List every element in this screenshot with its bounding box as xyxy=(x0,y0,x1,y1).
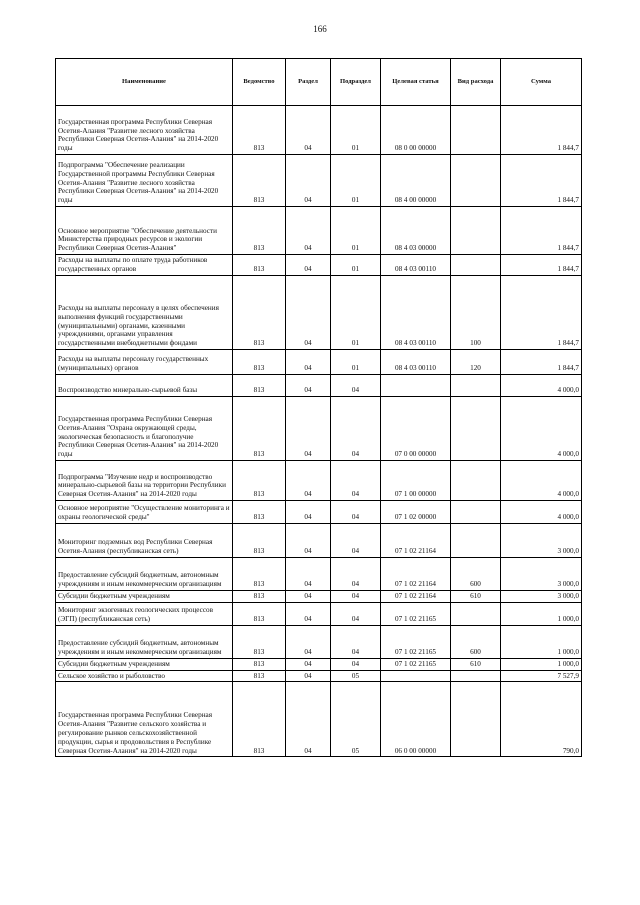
row-exp-type xyxy=(451,682,501,757)
row-exp-type: 610 xyxy=(451,658,501,670)
row-section: 04 xyxy=(286,524,331,558)
row-amount: 3 000,0 xyxy=(501,591,582,603)
row-dept: 813 xyxy=(233,501,286,524)
row-exp-type xyxy=(451,207,501,255)
row-target: 07 1 02 21164 xyxy=(381,591,451,603)
row-dept: 813 xyxy=(233,602,286,625)
row-dept: 813 xyxy=(233,658,286,670)
row-target: 08 4 03 00000 xyxy=(381,207,451,255)
table-row xyxy=(56,106,582,155)
row-section: 04 xyxy=(286,602,331,625)
row-subsection: 01 xyxy=(331,276,381,350)
row-section: 04 xyxy=(286,501,331,524)
row-subsection: 04 xyxy=(331,461,381,501)
table-row xyxy=(56,350,582,375)
row-section: 04 xyxy=(286,397,331,461)
row-target: 07 1 02 21164 xyxy=(381,558,451,591)
row-exp-type xyxy=(451,255,501,276)
row-section: 04 xyxy=(286,670,331,682)
row-amount: 4 000,0 xyxy=(501,397,582,461)
row-dept: 813 xyxy=(233,670,286,682)
row-amount: 1 844,7 xyxy=(501,106,582,155)
table-row xyxy=(56,602,582,625)
table-row xyxy=(56,524,582,558)
row-name: Государственная программа Республики Северная Осетия-Алания "Охрана окружающей среды, экологическая безопасность и благополучие Республики Северная Осетия-Алания" на 2014-2020 годы xyxy=(56,397,233,461)
row-exp-type xyxy=(451,524,501,558)
row-amount: 4 000,0 xyxy=(501,375,582,397)
row-name: Подпрограмма "Изучение недр и воспроизводство минерально-сырьевой базы на территории Республики Северная Осетия-Алания" на 2014-2020 годы xyxy=(56,461,233,501)
row-dept: 813 xyxy=(233,461,286,501)
row-section: 04 xyxy=(286,591,331,603)
header-dept: Ведомство xyxy=(233,59,286,106)
row-dept: 813 xyxy=(233,106,286,155)
row-dept: 813 xyxy=(233,155,286,207)
row-section: 04 xyxy=(286,625,331,658)
header-section: Раздел xyxy=(286,59,331,106)
row-subsection: 05 xyxy=(331,682,381,757)
table-row xyxy=(56,625,582,658)
row-name: Воспроизводство минерально-сырьевой базы xyxy=(56,375,233,397)
row-amount: 1 844,7 xyxy=(501,350,582,375)
row-target: 08 4 03 00110 xyxy=(381,350,451,375)
header-name: Наименование xyxy=(56,59,233,106)
table-row xyxy=(56,397,582,461)
table-row xyxy=(56,276,582,350)
table-row xyxy=(56,207,582,255)
row-name: Субсидии бюджетным учреждениям xyxy=(56,591,233,603)
row-dept: 813 xyxy=(233,276,286,350)
row-subsection: 04 xyxy=(331,397,381,461)
row-target: 07 1 02 00000 xyxy=(381,501,451,524)
row-subsection: 04 xyxy=(331,375,381,397)
row-section: 04 xyxy=(286,682,331,757)
row-name: Основное мероприятие "Обеспечение деятельности Министерства природных ресурсов и экологии Республики Северная Осетия-Алания" xyxy=(56,207,233,255)
row-section: 04 xyxy=(286,207,331,255)
row-amount: 3 000,0 xyxy=(501,524,582,558)
row-exp-type xyxy=(451,602,501,625)
row-exp-type xyxy=(451,155,501,207)
row-dept: 813 xyxy=(233,591,286,603)
row-subsection: 04 xyxy=(331,625,381,658)
row-exp-type xyxy=(451,375,501,397)
row-target: 08 4 00 00000 xyxy=(381,155,451,207)
row-subsection: 04 xyxy=(331,501,381,524)
row-subsection: 01 xyxy=(331,155,381,207)
row-dept: 813 xyxy=(233,558,286,591)
row-subsection: 01 xyxy=(331,106,381,155)
row-target: 07 1 00 00000 xyxy=(381,461,451,501)
row-target: 07 1 02 21165 xyxy=(381,602,451,625)
table-row xyxy=(56,155,582,207)
row-dept: 813 xyxy=(233,625,286,658)
row-name: Расходы на выплаты персоналу в целях обеспечения выполнения функций государственными (муниципальными) органами, казенными учреждениями, органами управления государственными внебюджетными фондами xyxy=(56,276,233,350)
row-amount: 7 527,9 xyxy=(501,670,582,682)
row-exp-type: 120 xyxy=(451,350,501,375)
row-section: 04 xyxy=(286,375,331,397)
row-section: 04 xyxy=(286,461,331,501)
row-name: Сельское хозяйство и рыболовство xyxy=(56,670,233,682)
table-row xyxy=(56,375,582,397)
row-amount: 1 000,0 xyxy=(501,658,582,670)
row-dept: 813 xyxy=(233,350,286,375)
row-subsection: 01 xyxy=(331,255,381,276)
table-row xyxy=(56,461,582,501)
row-dept: 813 xyxy=(233,375,286,397)
table-row xyxy=(56,682,582,757)
row-name: Мониторинг экзогенных геологических процессов (ЭГП) (республиканская сеть) xyxy=(56,602,233,625)
header-target: Целевая статья xyxy=(381,59,451,106)
table-row xyxy=(56,670,582,682)
row-amount: 1 000,0 xyxy=(501,625,582,658)
row-subsection: 05 xyxy=(331,670,381,682)
row-exp-type: 600 xyxy=(451,625,501,658)
row-exp-type xyxy=(451,501,501,524)
row-exp-type xyxy=(451,670,501,682)
row-target: 06 0 00 00000 xyxy=(381,682,451,757)
row-target xyxy=(381,375,451,397)
row-section: 04 xyxy=(286,276,331,350)
header-subsection: Подраздел xyxy=(331,59,381,106)
budget-table xyxy=(55,58,582,757)
row-amount: 1 844,7 xyxy=(501,155,582,207)
header-row xyxy=(56,59,582,106)
row-name: Подпрограмма "Обеспечение реализации Государственной программы Республики Северная Осетия-Алания "Развитие лесного хозяйства Республики Северная Осетия-Алания" на 2014-2020 годы xyxy=(56,155,233,207)
row-amount: 1 844,7 xyxy=(501,255,582,276)
row-name: Предоставление субсидий бюджетным, автономным учреждениям и иным некоммерческим организациям xyxy=(56,625,233,658)
table-row xyxy=(56,558,582,591)
row-dept: 813 xyxy=(233,524,286,558)
row-section: 04 xyxy=(286,350,331,375)
page-number: 166 xyxy=(313,24,327,34)
header-exp-type: Вид расхода xyxy=(451,59,501,106)
row-amount: 3 000,0 xyxy=(501,558,582,591)
header-amount: Сумма xyxy=(501,59,582,106)
row-exp-type: 600 xyxy=(451,558,501,591)
row-exp-type xyxy=(451,461,501,501)
table-row xyxy=(56,658,582,670)
row-section: 04 xyxy=(286,255,331,276)
row-target: 07 0 00 00000 xyxy=(381,397,451,461)
row-subsection: 04 xyxy=(331,558,381,591)
row-dept: 813 xyxy=(233,397,286,461)
row-name: Государственная программа Республики Северная Осетия-Алания "Развитие лесного хозяйства Республики Северная Осетия-Алания" на 2014-2020 годы xyxy=(56,106,233,155)
row-section: 04 xyxy=(286,155,331,207)
row-section: 04 xyxy=(286,106,331,155)
row-subsection: 04 xyxy=(331,591,381,603)
row-target: 08 0 00 00000 xyxy=(381,106,451,155)
row-amount: 4 000,0 xyxy=(501,461,582,501)
row-name: Мониторинг подземных вод Республики Северная Осетия-Алания (республиканская сеть) xyxy=(56,524,233,558)
row-exp-type: 610 xyxy=(451,591,501,603)
row-dept: 813 xyxy=(233,207,286,255)
table-row xyxy=(56,501,582,524)
row-dept: 813 xyxy=(233,255,286,276)
row-exp-type: 100 xyxy=(451,276,501,350)
row-target: 07 1 02 21165 xyxy=(381,658,451,670)
row-name: Предоставление субсидий бюджетным, автономным учреждениям и иным некоммерческим организациям xyxy=(56,558,233,591)
row-name: Субсидии бюджетным учреждениям xyxy=(56,658,233,670)
row-target: 08 4 03 00110 xyxy=(381,255,451,276)
row-name: Государственная программа Республики Северная Осетия-Алания "Развитие сельского хозяйства и регулирование рынков сельскохозяйственной продукции, сырья и продовольствия в Республике Северная Осетия-Алания" на 2014-2020 годы xyxy=(56,682,233,757)
row-subsection: 01 xyxy=(331,350,381,375)
row-subsection: 01 xyxy=(331,207,381,255)
table-row xyxy=(56,591,582,603)
row-target xyxy=(381,670,451,682)
row-dept: 813 xyxy=(233,682,286,757)
row-subsection: 04 xyxy=(331,602,381,625)
row-subsection: 04 xyxy=(331,658,381,670)
row-exp-type xyxy=(451,397,501,461)
row-amount: 1 000,0 xyxy=(501,602,582,625)
row-amount: 1 844,7 xyxy=(501,276,582,350)
row-amount: 790,0 xyxy=(501,682,582,757)
row-amount: 1 844,7 xyxy=(501,207,582,255)
row-section: 04 xyxy=(286,658,331,670)
table-row xyxy=(56,255,582,276)
row-subsection: 04 xyxy=(331,524,381,558)
row-name: Основное мероприятие "Осуществление мониторинга и охраны геологической среды" xyxy=(56,501,233,524)
row-name: Расходы на выплаты персоналу государственных (муниципальных) органов xyxy=(56,350,233,375)
row-target: 07 1 02 21164 xyxy=(381,524,451,558)
row-target: 07 1 02 21165 xyxy=(381,625,451,658)
row-target: 08 4 03 00110 xyxy=(381,276,451,350)
row-section: 04 xyxy=(286,558,331,591)
row-exp-type xyxy=(451,106,501,155)
row-amount: 4 000,0 xyxy=(501,501,582,524)
row-name: Расходы на выплаты по оплате труда работников государственных органов xyxy=(56,255,233,276)
